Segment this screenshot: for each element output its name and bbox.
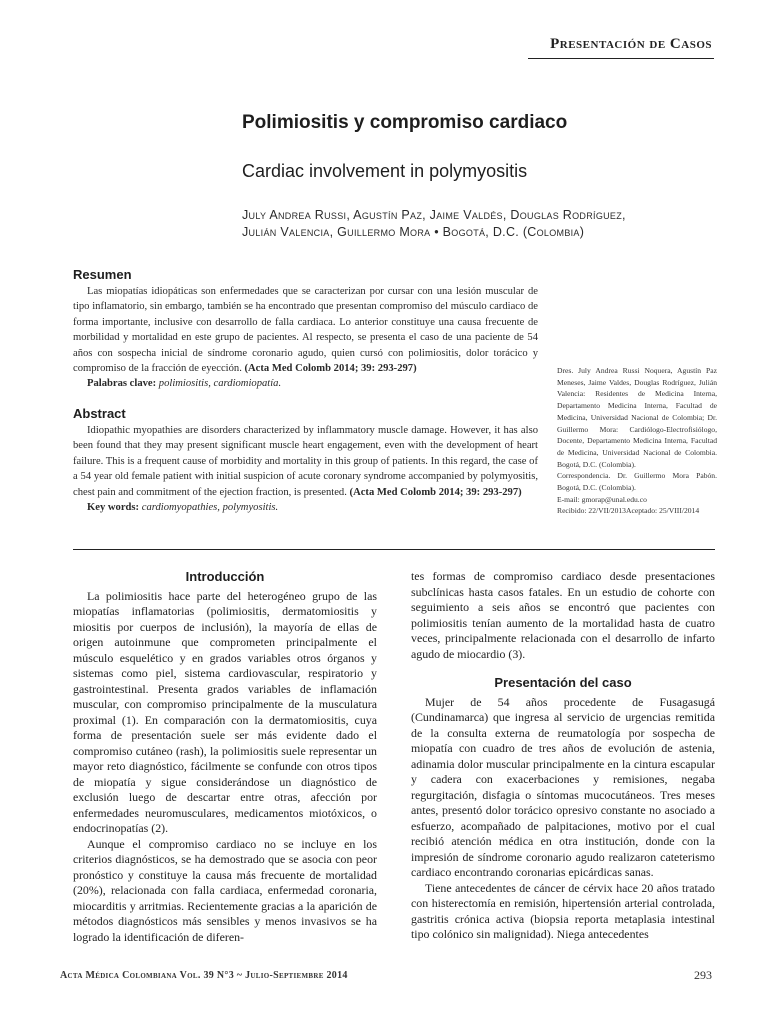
abstract-keywords-label: Key words: <box>87 502 140 514</box>
intro-paragraph-2: Aunque el compromiso cardiaco no se incluye en los criterios diagnósticos, se ha demostrado que se asocia con peor pronóstico y constituye la causa más frecuente de mortalidad (20%), relacionada con falla cardiaca, enfermedad coronaria, miocarditis y arritmias. Recientemente gracias a la aparición de métodos diagnósticos más sensibles y menos invasivos se ha logrado la identificación de diferen- <box>73 836 377 944</box>
abstract-keywords-value: cardiomyopathies, polymyositis. <box>141 502 279 514</box>
affiliations-text: Dres. July Andrea Russi Noquera, Agustín Paz Meneses, Jaime Valdes, Douglas Rodríguez, Julián Valencia: Residentes de Medicina Interna, Departamento Medicina Interna, Facultad de Medicina, Universidad Nacional de Colombia; Dr. Guillermo Mora: Cardiólogo-Electrofisiólogo, Docente, Departamento Medicina Interna, Facultad de Medicina, Universidad Nacional de Colombia. Bogotá, D.C. (Colombia). <box>557 366 717 469</box>
correspondence-text: Correspondencia. Dr. Guillermo Mora Pabón. Bogotá, D.C. (Colombia). <box>557 471 717 493</box>
resumen-text <box>73 284 538 376</box>
article-subtitle: Cardiac involvement in polymyositis <box>242 161 528 181</box>
abstract-keywords <box>73 500 538 515</box>
abstract-body: Idiopathic myopathies are disorders characterized by inflammatory muscle damage. However, it has also been found that they may present significant muscle heart engagement, even with the development of heart failure. This is a frequent cause of morbidity and mortality in this group of patients. In this regard, the case of a 54 year old female patient with initial suspicion of acute coronary syndrome accompanied by polymyositis, chest pain and commitment of the ejection fraction, is presented. <box>73 425 538 498</box>
journal-footer: Acta Médica Colombiana Vol. 39 N°3 ~ Julio-Septiembre 2014 <box>60 970 348 981</box>
abstract-citation: (Acta Med Colomb 2014; 39: 293-297) <box>349 486 522 498</box>
page-number: 293 <box>694 968 712 982</box>
abstract-heading: Abstract <box>73 406 126 421</box>
authors-line-2: Julián Valencia, Guillermo Mora • Bogotá, D.C. (Colombia) <box>242 225 585 239</box>
case-paragraph-1: Mujer de 54 años procedente de Fusagasugá (Cundinamarca) que ingresa al servicio de urgencias remitida de la consulta externa de reumatología por sospecha de miopatía con cuadro de tres años de evolución de astenia, adinamia dolor muscular principalmente en la cintura escapular y cadera con exacerbaciones y remisiones, negaba regurgitación, disfagia o síntomas mucocutáneos. Tres meses antes, presentó dolor torácico opresivo constante no asociado a esfuerzo, acompañado de palpitaciones, motivo por el cual recibió atención médica en otra institución, donde con la impresión de síndrome coronario agudo realizaron cateterismo cardiaco encontrando coronarias epicárdicas sanas. <box>411 694 715 879</box>
header-rule <box>528 58 714 59</box>
resumen-keywords-label: Palabras clave: <box>87 378 157 390</box>
resumen-keywords-value: polimiositis, cardiomiopatía. <box>158 378 282 390</box>
article-title: Polimiositis y compromiso cardiaco <box>242 112 568 133</box>
resumen-heading: Resumen <box>73 267 132 282</box>
left-column <box>73 569 377 945</box>
section-header: Presentación de Casos <box>550 36 712 52</box>
received-accepted-text: Recibido: 22/VII/2013Aceptado: 25/VIII/2014 <box>557 506 700 516</box>
intro-paragraph-1: La polimiositis hace parte del heterogéneo grupo de las miopatías inflamatorias (polimiositis, dermatomiositis y miositis por cuerpos de inclusión), la mayoría de ellas de origen autoinmune que comprometen principalmente el músculo esquelético y en grados variables otros órganos y sistemas como piel, sistema cardiovascular, respiratorio y gastrointestinal. Presenta grados variables de inflamación muscular, con compromiso principalmente de la musculatura proximal (1). En comparación con la dermatomiositis, cuya forma de presentación suele ser más evidente dado el compromiso cutáneo (rash), la polimiositis suele representar un mayor reto diagnóstico, fácilmente se confunde con otros tipos de miopatía y sigue considerándose un diagnóstico de exclusión luego de descartar entre otras, afección por enfermedades neuromusculares, medicamentos miotóxicos, o endocrinopatías (2). <box>73 588 377 835</box>
section-divider <box>73 549 715 550</box>
intro-heading: Introducción <box>185 569 265 584</box>
resumen-body: Las miopatías idiopáticas son enfermedades que se caracterizan por cursar con una lesión muscular de tipo inflamatorio, sin embargo, también se ha encontrado que presentan compromiso del músculo cardiaco de forma importante, inclusive con desarrollo de falla cardiaca. Lo anterior constituye una causa frecuente de morbilidad y mortalidad en este grupo de pacientes. Al respecto, se presenta el caso de una paciente de 54 años con sospecha inicial de síndrome coronario agudo, quien cursó con polimiositis, dolor torácico y compromiso de la fracción de eyección. <box>73 286 538 375</box>
case-heading: Presentación del caso <box>494 675 632 690</box>
intro-paragraph-3: tes formas de compromiso cardiaco desde presentaciones subclínicas hasta casos fatales. En un estudio de cohorte con seguimiento a seis años se encontró que pacientes con polimiositis tenían aumento de la mortalidad hasta de cuatro veces, principalmente relacionada con el desarrollo de infarto agudo de miocardio (3). <box>411 569 715 661</box>
author-affiliations-note <box>557 365 717 517</box>
author-list <box>242 207 722 241</box>
email-text: E-mail: gmorap@unal.edu.co <box>557 494 647 504</box>
abstract-section <box>73 406 538 515</box>
resumen-citation: (Acta Med Colomb 2014; 39: 293-297) <box>244 363 417 375</box>
resumen-keywords <box>73 376 538 391</box>
authors-line-1: July Andrea Russi, Agustín Paz, Jaime Valdés, Douglas Rodríguez, <box>242 208 626 222</box>
case-paragraph-2: Tiene antecedentes de cáncer de cérvix hace 20 años tratado con histerectomía en remisión, hipertensión arterial controlada, gastritis crónica activa (biopsia reporta metaplasia intestinal tipo colónico sin malignidad). Niega antecedentes <box>411 880 715 941</box>
resumen-section <box>73 267 538 392</box>
abstract-text <box>73 423 538 500</box>
right-column <box>411 569 715 943</box>
